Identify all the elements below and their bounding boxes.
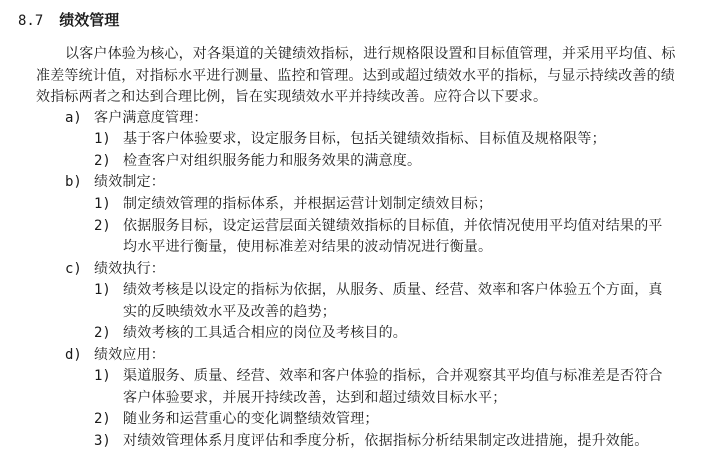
item-b-label: 绩效制定： [94,174,165,191]
section-number: 8.7 [18,13,44,29]
item-a-label: 客户满意度管理： [94,109,208,126]
item-d-sub-3-text: 对绩效管理体系月度评估和季度分析，依据指标分析结果制定改进措施，提升效能。 [123,433,649,449]
item-d-sub-3-marker: 3) [94,433,111,449]
item-d-sub-1-marker: 1) [94,368,111,385]
item-c-sub-1-line-1: 绩效考核是以设定的指标为依据，从服务、质量、经营、效率和客户体验五个方面，真 [123,282,663,299]
item-d-sub-2-text: 随业务和运营重心的变化调整绩效管理； [123,411,379,428]
item-b-marker: b) [65,174,82,191]
item-a-sub-2-text: 检查客户对组织服务能力和服务效果的满意度。 [123,152,422,169]
item-c-sub-1-marker: 1) [94,282,111,299]
section-title: 绩效管理 [59,11,120,29]
item-b-sub-1-text: 制定绩效管理的指标体系，并根据运营计划制定绩效目标； [123,195,493,212]
intro-line-1: 以客户体验为核心，对各渠道的关键绩效指标，进行规格限设置和目标值管理，并采用平均值、标 [65,46,676,62]
item-d-sub-1-line-1: 渠道服务、质量、经营、效率和客户体验的指标，合并观察其平均值与标准差是否符合 [123,368,663,385]
item-d-label: 绩效应用： [94,346,165,363]
item-c-sub-2-text: 绩效考核的工具适合相应的岗位及考核目的。 [123,325,407,342]
item-b-sub-2-line-2: 均水平进行衡量，使用标准差对结果的波动情况进行衡量。 [123,239,493,255]
item-a-marker: a) [65,109,82,126]
item-c-marker: c) [65,260,82,277]
item-c-sub-2-marker: 2) [94,325,111,342]
intro-line-3: 效指标两者之和达到合理比例，旨在实现绩效水平并持续改善。应符合以下要求。 [36,89,548,106]
item-d-sub-2-marker: 2) [94,411,111,428]
item-b-sub-2-line-1: 依据服务目标，设定运营层面关键绩效指标的目标值，并依情况使用平均值对结果的平 [123,217,663,234]
item-b-sub-2-marker: 2) [94,217,111,234]
item-c-label: 绩效执行： [94,260,165,277]
item-b-sub-1-marker: 1) [94,195,111,212]
item-a-sub-1-marker: 1) [94,131,111,148]
intro-line-2: 准差等统计值，对指标水平进行测量、监控和管理。达到或超过绩效水平的指标，与显示持续改善的绩 [36,67,675,84]
item-d-sub-1-line-2: 客户体验要求，并展开持续改善，达到和超过绩效目标水平； [123,389,507,406]
section-heading [18,9,119,32]
item-a-sub-1-text: 基于客户体验要求，设定服务目标，包括关键绩效指标、目标值及规格限等； [123,131,606,148]
item-c-sub-1-line-2: 实的反映绩效水平及改善的趋势； [123,303,336,320]
item-a-sub-2-marker: 2) [94,152,111,169]
item-d-marker: d) [65,346,82,363]
